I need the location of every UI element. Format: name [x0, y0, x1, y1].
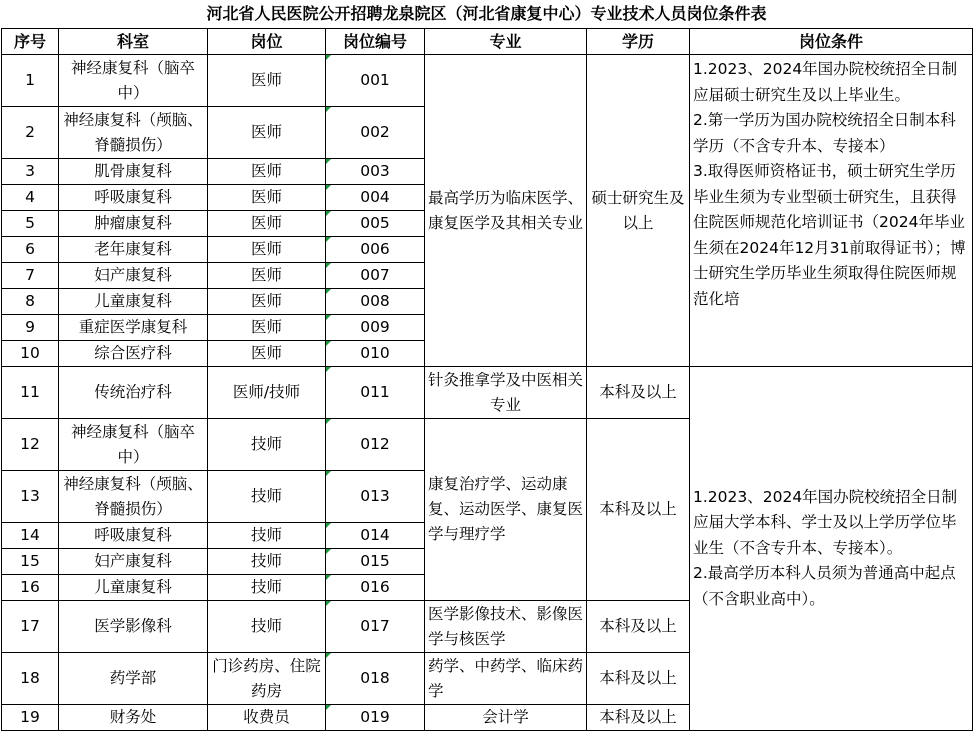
row-post: 技师	[208, 471, 326, 523]
header-major: 专业	[425, 29, 587, 55]
row-dept: 神经康复科（脑卒中）	[59, 419, 208, 471]
row-no: 13	[2, 471, 59, 523]
header-post: 岗位	[208, 29, 326, 55]
row-code: 010	[326, 341, 425, 367]
row-no: 5	[2, 211, 59, 237]
row-dept: 重症医学康复科	[59, 315, 208, 341]
row-post: 医师	[208, 159, 326, 185]
row-no: 19	[2, 705, 59, 731]
row-post: 医师	[208, 185, 326, 211]
row-post: 医师	[208, 289, 326, 315]
row-code: 001	[326, 55, 425, 107]
table-row	[2, 367, 973, 419]
row-post: 医师	[208, 341, 326, 367]
row-dept: 综合医疗科	[59, 341, 208, 367]
header-code: 岗位编号	[326, 29, 425, 55]
row-post: 技师	[208, 523, 326, 549]
education-group-5: 本科及以上	[587, 653, 690, 705]
row-code: 011	[326, 367, 425, 419]
row-code: 002	[326, 107, 425, 159]
table-row	[2, 55, 973, 107]
row-no: 14	[2, 523, 59, 549]
row-no: 8	[2, 289, 59, 315]
row-code: 017	[326, 601, 425, 653]
row-dept: 呼吸康复科	[59, 185, 208, 211]
row-code: 013	[326, 471, 425, 523]
row-no: 7	[2, 263, 59, 289]
conditions-a	[690, 55, 973, 367]
row-code: 016	[326, 575, 425, 601]
row-post: 门诊药房、住院药房	[208, 653, 326, 705]
header-no: 序号	[2, 29, 59, 55]
row-dept: 神经康复科（颅脑、脊髓损伤）	[59, 107, 208, 159]
row-dept: 神经康复科（颅脑、脊髓损伤）	[59, 471, 208, 523]
row-post: 医师	[208, 263, 326, 289]
major-group-1: 最高学历为临床医学、康复医学及其相关专业	[425, 55, 587, 367]
education-group-6: 本科及以上	[587, 705, 690, 731]
header-dept: 科室	[59, 29, 208, 55]
row-code: 008	[326, 289, 425, 315]
row-dept: 妇产康复科	[59, 263, 208, 289]
row-code: 019	[326, 705, 425, 731]
row-post: 医师	[208, 211, 326, 237]
conditions-b	[690, 367, 973, 731]
row-dept: 肿瘤康复科	[59, 211, 208, 237]
row-no: 2	[2, 107, 59, 159]
major-group-3: 康复治疗学、运动康复、运动医学、康复医学与理疗学	[425, 419, 587, 601]
row-post: 技师	[208, 549, 326, 575]
row-dept: 传统治疗科	[59, 367, 208, 419]
row-dept: 妇产康复科	[59, 549, 208, 575]
row-post: 收费员	[208, 705, 326, 731]
row-no: 4	[2, 185, 59, 211]
row-dept: 药学部	[59, 653, 208, 705]
row-no: 18	[2, 653, 59, 705]
education-group-2: 本科及以上	[587, 367, 690, 419]
row-dept: 神经康复科（脑卒中）	[59, 55, 208, 107]
row-post: 医师	[208, 55, 326, 107]
row-dept: 财务处	[59, 705, 208, 731]
positions-table	[1, 28, 973, 731]
header-conditions: 岗位条件	[690, 29, 973, 55]
row-code: 003	[326, 159, 425, 185]
row-code: 009	[326, 315, 425, 341]
row-post: 技师	[208, 419, 326, 471]
row-code: 006	[326, 237, 425, 263]
row-code: 004	[326, 185, 425, 211]
row-code: 007	[326, 263, 425, 289]
row-dept: 医学影像科	[59, 601, 208, 653]
row-code: 005	[326, 211, 425, 237]
row-dept: 儿童康复科	[59, 289, 208, 315]
row-no: 1	[2, 55, 59, 107]
row-dept: 肌骨康复科	[59, 159, 208, 185]
row-no: 17	[2, 601, 59, 653]
row-no: 3	[2, 159, 59, 185]
row-code: 015	[326, 549, 425, 575]
row-no: 6	[2, 237, 59, 263]
page-title: 河北省人民医院公开招聘龙泉院区（河北省康复中心）专业技术人员岗位条件表	[206, 4, 767, 23]
row-dept: 呼吸康复科	[59, 523, 208, 549]
row-post: 医师/技师	[208, 367, 326, 419]
row-no: 12	[2, 419, 59, 471]
conditions-a-text: 1.2023、2024年国办院校统招全日制应届硕士研究生及以上毕业生。 2.第一学历为国办院校统招全日制本科学历（不含专升本、专接本） 3.取得医师资格证书，硕士研究生学历毕业生须为专业型硕士研究生，且获得住院医师规范化培训证书（2024年毕业生须在2024年12月31前取得证书）；博士研究生学历毕业生须取得住院医师规范化培	[693, 60, 966, 308]
major-group-2: 针灸推拿学及中医相关专业	[425, 367, 587, 419]
row-no: 16	[2, 575, 59, 601]
row-code: 012	[326, 419, 425, 471]
row-post: 医师	[208, 107, 326, 159]
header-row	[2, 29, 973, 55]
conditions-b-text: 1.2023、2024年国办院校统招全日制应届大学本科、学士及以上学历学位毕业生（不含专升本、专接本）。 2.最高学历本科人员须为普通高中起点（不含职业高中）。	[693, 487, 958, 608]
row-code: 014	[326, 523, 425, 549]
major-group-6: 会计学	[425, 705, 587, 731]
row-code: 018	[326, 653, 425, 705]
row-no: 10	[2, 341, 59, 367]
row-no: 15	[2, 549, 59, 575]
row-dept: 老年康复科	[59, 237, 208, 263]
row-post: 技师	[208, 575, 326, 601]
row-post: 医师	[208, 237, 326, 263]
education-group-4: 本科及以上	[587, 601, 690, 653]
row-post: 技师	[208, 601, 326, 653]
major-group-4: 医学影像技术、影像医学与核医学	[425, 601, 587, 653]
education-group-1: 硕士研究生及以上	[587, 55, 690, 367]
row-dept: 儿童康复科	[59, 575, 208, 601]
education-group-3: 本科及以上	[587, 419, 690, 601]
major-group-5: 药学、中药学、临床药学	[425, 653, 587, 705]
header-education: 学历	[587, 29, 690, 55]
row-no: 11	[2, 367, 59, 419]
row-post: 医师	[208, 315, 326, 341]
row-no: 9	[2, 315, 59, 341]
